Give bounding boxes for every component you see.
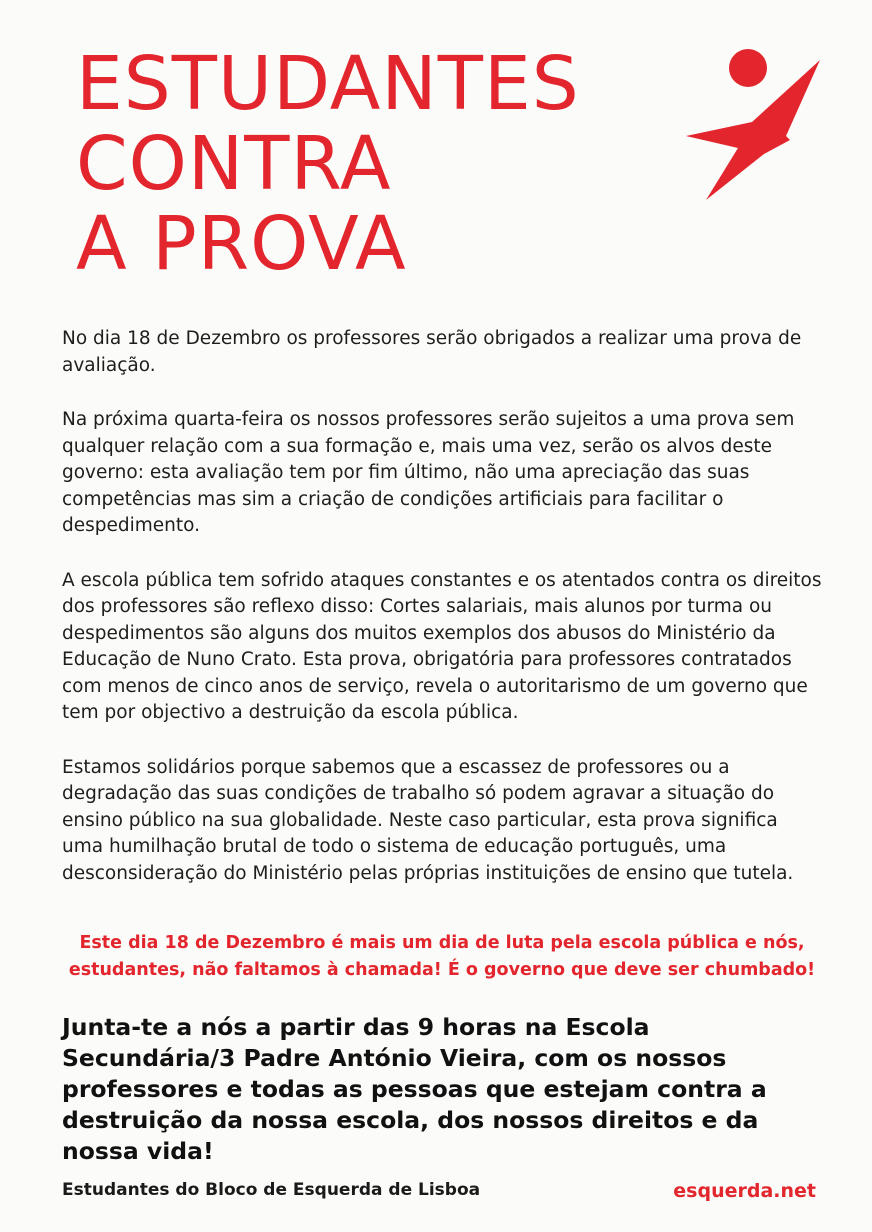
- page-title: [76, 41, 580, 287]
- title-line-2: CONTRA: [76, 121, 392, 207]
- title-line-3: A PROVA: [76, 201, 407, 287]
- paragraph-3: A escola pública tem sofrido ataques constantes e os atentados contra os direitos dos professores são reflexo disso: Cortes salariais, mais alunos por turma ou despedimentos são alguns dos muitos exemplos dos abusos do Ministério da Educação de Nuno Crato. Esta prova, obrigatória para professores contratados com menos de cinco anos de serviço, revela o autoritarismo de um governo que tem por objectivo a destruição da escola pública.: [62, 569, 822, 723]
- footer-website-link[interactable]: esquerda.net: [673, 1180, 816, 1202]
- paragraph-2: Na próxima quarta-feira os nossos professores serão sujeitos a uma prova sem qualquer relação com a sua formação e, mais uma vez, serão os alvos deste governo: esta avaliação tem por fim último, não uma apreciação das suas competências mas sim a criação de condições artificiais para facilitar o despedimento.: [62, 409, 795, 536]
- call-to-action: Junta-te a nós a partir das 9 horas na Escola Secundária/3 Padre António Vieira, com os nossos professores e todas as pessoas que estejam contra a destruição da nossa escola, dos nossos direitos e da nossa vida!: [62, 1013, 767, 1165]
- highlight-statement: Este dia 18 de Dezembro é mais um dia de luta pela escola pública e nós, estudantes, não faltamos à chamada! É o governo que deve ser chumbado!: [68, 933, 816, 980]
- paragraph-1: No dia 18 de Dezembro os professores serão obrigados a realizar uma prova de avaliação.: [62, 328, 802, 376]
- body-text: [62, 326, 822, 915]
- footer-organization: Estudantes do Bloco de Esquerda de Lisboa: [62, 1180, 481, 1200]
- paragraph-4: Estamos solidários porque sabemos que a escassez de professores ou a degradação das suas condições de trabalho só podem agravar a situação do ensino público na sua globalidade. Neste caso particular, esta prova significa uma humilhação brutal de todo o sistema de educação português, uma desconsideração do Ministério pelas próprias instituições de ensino que tutela.: [62, 756, 794, 884]
- title-line-1: ESTUDANTES: [76, 41, 580, 127]
- bloco-star-person-logo-icon: [686, 44, 820, 200]
